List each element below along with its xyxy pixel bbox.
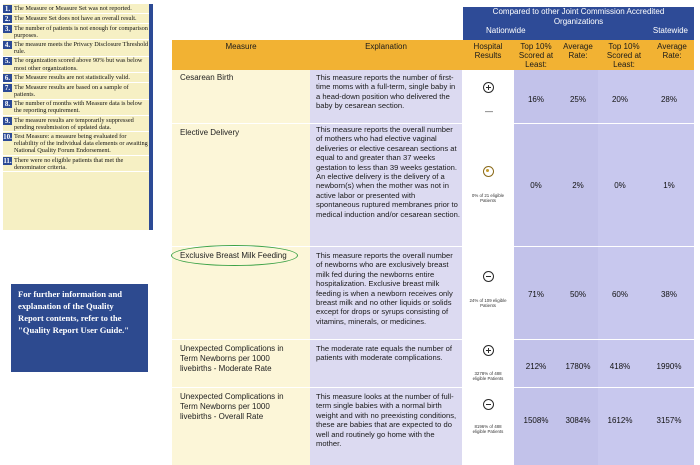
plus-icon [483, 82, 494, 93]
statewide-average-value: 28% [660, 95, 677, 104]
legend-item: 6. The Measure results are not statistically valid. [3, 73, 153, 83]
nationwide-average-header: Average Rate: [558, 40, 598, 70]
measure-explanation: This measure looks at the number of full-term single babies with a normal birth weight and with no preexisting conditions, these are babies that are expected to do well and routinely go home with the mother. [316, 392, 457, 449]
hospital-result-text: 8196% of 488 eligible Patients [472, 424, 504, 434]
measure-name: Unexpected Complications in Term Newborns per 1000 livebirths - Overall Rate [180, 392, 284, 421]
statewide-average-value: 1990% [656, 362, 682, 371]
highlight-oval-annotation [171, 245, 298, 266]
legend-item: 1. The Measure or Measure Set was not reported. [3, 4, 153, 14]
statewide-top10-value: 60% [611, 290, 628, 299]
statewide-label: Statewide [652, 26, 688, 35]
measure-column-header: Measure [172, 40, 310, 70]
measure-explanation: This measure reports the overall number of mothers who had elective vaginal deliveries or elective cesarean sections at equal to and greater than 37 weeks gestation to less than 39 weeks gestation. An elective delivery is the delivery of a newborn(s) when the mother was not in active labor or presented with spontaneous ruptured membranes prior to medical induction and/or cesarean section. [316, 125, 460, 219]
nationwide-top10-value: 16% [527, 95, 544, 104]
nationwide-column-bg [514, 70, 598, 465]
legend-edge [149, 4, 153, 230]
legend-item: 9. The measure results are temporarily suppressed pending resubmission of updated data. [3, 116, 153, 132]
minus-icon [483, 399, 494, 410]
measure-explanation: The moderate rate equals the number of patients with moderate complications. [316, 344, 452, 363]
row-divider [172, 387, 694, 388]
nationwide-top10-value: 1508% [523, 416, 549, 425]
measure-explanation: This measure reports the overall number of newborns who are exclusively breast milk fed during the newborns entire hospitalization. Exclusive breast milk feeding is when a newborn receives only breast milk and no other liquids or solids except for drops or syrups consisting of vitamins, minerals, or medicines. [316, 251, 453, 326]
measure-name: Unexpected Complications in Term Newborns per 1000 livebirths - Moderate Rate [180, 344, 284, 373]
plus-icon [483, 345, 494, 356]
measure-name: Exclusive Breast Milk Feeding [180, 251, 287, 260]
nationwide-top10-value: 0% [530, 181, 542, 190]
hospital-result-text: 3278% of 488 eligible Patients [472, 371, 504, 381]
nationwide-average-value: 1780% [565, 362, 591, 371]
nationwide-average-value: 2% [572, 181, 584, 190]
measure-name: Elective Delivery [180, 128, 240, 137]
minus-icon [483, 271, 494, 282]
nationwide-top10-value: 71% [527, 290, 544, 299]
comparison-header: Compared to other Joint Commission Accredited Organizations Nationwide Statewide [463, 7, 694, 40]
statewide-average-value: 38% [660, 290, 677, 299]
legend-item: 8. The number of months with Measure data is below the reporting requirement. [3, 100, 153, 116]
statewide-top10-value: 1612% [607, 416, 633, 425]
legend-item: 3. The number of patients is not enough for comparison purposes. [3, 24, 153, 40]
hospital-result-text: 24% of 109 eligible Patients [469, 298, 507, 308]
nationwide-average-value: 3084% [565, 416, 591, 425]
nationwide-average-value: 50% [569, 290, 586, 299]
nationwide-label: Nationwide [486, 26, 526, 35]
nationwide-average-value: 25% [569, 95, 586, 104]
legend-item: 10. Test Measure: a measure being evaluated for reliability of the individual data elements or awaiting National Quality Forum Endorsement. [3, 132, 153, 156]
hospital-results-header: Hospital Results [462, 40, 514, 70]
statewide-average-value: 3157% [656, 416, 682, 425]
legend-panel [3, 4, 153, 230]
legend-item: 11. There were no eligible patients that met the denominator criteria. [3, 156, 153, 172]
statewide-top10-value: 20% [611, 95, 628, 104]
row-divider [172, 123, 694, 124]
measure-explanation: This measure reports the number of first-time moms with a full-term, single baby in a head-down position who delivered the baby by cesarean section. [316, 73, 456, 111]
nationwide-top10-value: 212% [525, 362, 547, 371]
circle-icon [483, 166, 494, 177]
legend-item: 5. The organization scored above 90% but was below most other organizations. [3, 57, 153, 73]
statewide-top10-header: Top 10% Scored at Least: [598, 40, 650, 70]
legend-item: 4. The measure meets the Privacy Disclosure Threshold rule. [3, 40, 153, 56]
info-box: For further information and explanation of the Quality Report contents, refer to the "Quality Report User Guide." [11, 284, 148, 372]
statewide-average-value: 1% [663, 181, 675, 190]
row-divider [172, 339, 694, 340]
legend-item: 2. The Measure Set does not have an overall result. [3, 14, 153, 24]
quality-table [172, 0, 694, 465]
statewide-column-bg [598, 70, 694, 465]
statewide-top10-value: 0% [614, 181, 626, 190]
measure-name: Cesarean Birth [180, 73, 234, 82]
hospital-result-text: 0% of 21 eligible Patients [471, 193, 505, 203]
legend-item: 7. The Measure results are based on a sample of patients. [3, 83, 153, 99]
hospital-result-text: — [485, 107, 493, 116]
explanation-column-header: Explanation [310, 40, 462, 70]
statewide-top10-value: 418% [609, 362, 631, 371]
nationwide-top10-header: Top 10% Scored at Least: [514, 40, 558, 70]
statewide-average-header: Average Rate: [650, 40, 694, 70]
